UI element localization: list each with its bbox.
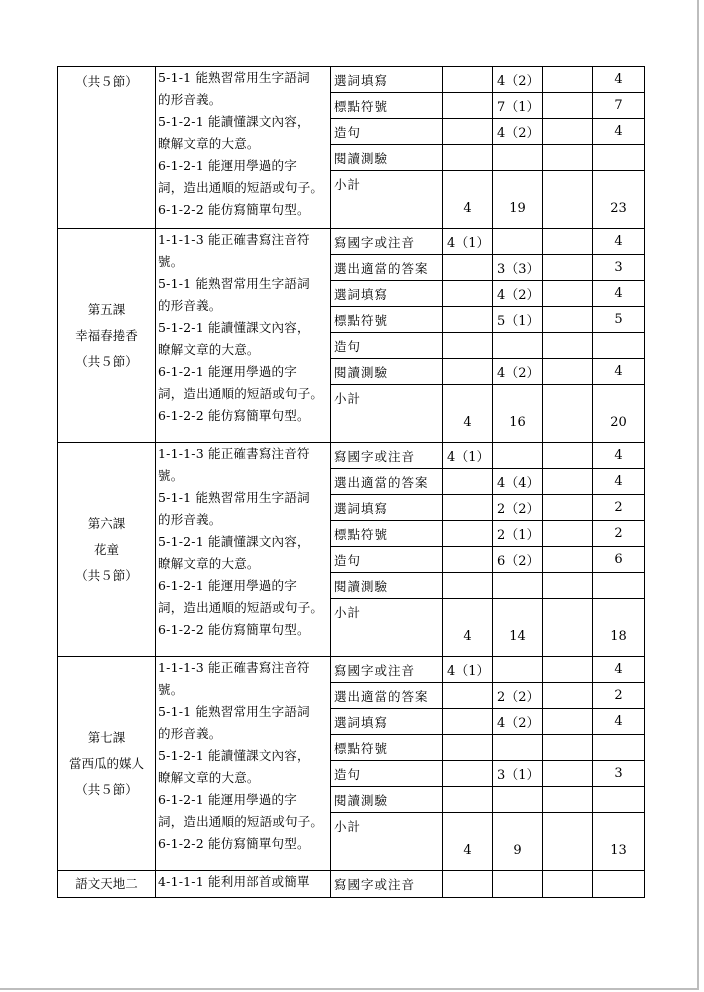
question-type: 選出適當的答案 [331,469,443,495]
lesson-title-line: （共５節） [75,74,138,89]
count-col-1 [443,281,493,307]
subtotal-col-1: 4 [443,599,493,657]
count-col-3 [543,521,593,547]
objectives-cell: 1-1-1-3 能正確書寫注音符 號。 5-1-1 能熟習常用生字語詞 的形音義。 5-1-2-1 能讀懂課文內容， 瞭解文章的大意。 6-1-2-1 能運用學過的字 詞，造出通順的短語或句子。 6-1-2-2 能仿寫簡單句型。 [156,657,331,871]
question-type: 閱讀測驗 [331,787,443,813]
page-frame-bottom [0,988,699,990]
count-col-3 [543,547,593,573]
question-type: 標點符號 [331,521,443,547]
subtotal-col-3 [543,171,593,229]
subtotal-total: 20 [593,385,645,443]
count-col-1 [443,307,493,333]
count-col-1 [443,709,493,735]
count-col-2 [493,145,543,171]
count-col-1 [443,787,493,813]
count-col-1 [443,761,493,787]
count-col-3 [543,93,593,119]
score-total: 2 [593,495,645,521]
count-col-1 [443,119,493,145]
count-col-2 [493,333,543,359]
count-col-2: 6（2） [493,547,543,573]
subtotal-label: 小計 [331,385,443,443]
count-col-3 [543,761,593,787]
question-type: 選詞填寫 [331,281,443,307]
count-col-3 [543,443,593,469]
question-type: 閱讀測驗 [331,359,443,385]
lesson-cell: 語文天地二 [58,871,156,898]
count-col-2 [493,443,543,469]
count-col-1 [443,547,493,573]
subtotal-total: 18 [593,599,645,657]
score-total [593,573,645,599]
subtotal-col-3 [543,599,593,657]
score-total [593,787,645,813]
count-col-2: 3（3） [493,255,543,281]
subtotal-col-1: 4 [443,385,493,443]
score-total: 4 [593,67,645,93]
subtotal-label: 小計 [331,813,443,871]
count-col-3 [543,573,593,599]
question-type: 選詞填寫 [331,67,443,93]
subtotal-total: 13 [593,813,645,871]
count-col-3 [543,359,593,385]
count-col-1: 4（1） [443,443,493,469]
score-total: 3 [593,255,645,281]
score-total [593,333,645,359]
objectives-cell: 5-1-1 能熟習常用生字語詞 的形音義。 5-1-2-1 能讀懂課文內容， 瞭解文章的大意。 6-1-2-1 能運用學過的字 詞，造出通順的短語或句子。 6-1-2-2 能仿寫簡單句型。 [156,67,331,229]
subtotal-col-1: 4 [443,813,493,871]
question-type: 標點符號 [331,735,443,761]
count-col-3 [543,255,593,281]
subtotal-col-3 [543,813,593,871]
count-col-3 [543,735,593,761]
score-total: 4 [593,229,645,255]
count-col-2 [493,735,543,761]
lesson-title-line: 當西瓜的媒人 [68,755,144,771]
score-total: 4 [593,359,645,385]
table-row [58,67,645,93]
count-col-3 [543,469,593,495]
lesson-cell [58,229,156,443]
score-total: 4 [593,119,645,145]
score-total [593,735,645,761]
table-row [58,443,645,469]
count-col-2: 5（1） [493,307,543,333]
question-type: 標點符號 [331,93,443,119]
count-col-1 [443,683,493,709]
count-col-3 [543,871,593,898]
count-col-1 [443,871,493,898]
question-type: 造句 [331,333,443,359]
count-col-1 [443,521,493,547]
score-total: 4 [593,709,645,735]
count-col-2: 2（2） [493,683,543,709]
count-col-2 [493,229,543,255]
count-col-1 [443,67,493,93]
score-total: 5 [593,307,645,333]
count-col-2: 2（1） [493,521,543,547]
question-type: 選詞填寫 [331,709,443,735]
question-type: 閱讀測驗 [331,145,443,171]
count-col-1 [443,735,493,761]
count-col-3 [543,333,593,359]
score-total: 2 [593,683,645,709]
subtotal-label: 小計 [331,599,443,657]
question-type: 標點符號 [331,307,443,333]
question-type: 寫國字或注音 [331,443,443,469]
score-total: 3 [593,761,645,787]
objectives-cell: 1-1-1-3 能正確書寫注音符 號。 5-1-1 能熟習常用生字語詞 的形音義。 5-1-2-1 能讀懂課文內容， 瞭解文章的大意。 6-1-2-1 能運用學過的字 詞，造出通順的短語或句子。 6-1-2-2 能仿寫簡單句型。 [156,443,331,657]
count-col-3 [543,145,593,171]
count-col-2 [493,787,543,813]
count-col-2: 3（1） [493,761,543,787]
count-col-3 [543,229,593,255]
count-col-1 [443,145,493,171]
count-col-1: 4（1） [443,657,493,683]
subtotal-col-2: 14 [493,599,543,657]
count-col-3 [543,307,593,333]
subtotal-col-2: 9 [493,813,543,871]
table-row [58,871,645,898]
question-type: 寫國字或注音 [331,229,443,255]
count-col-2: 4（4） [493,469,543,495]
count-col-2 [493,657,543,683]
score-total: 4 [593,443,645,469]
count-col-1 [443,469,493,495]
count-col-2: 4（2） [493,119,543,145]
objectives-cell: 4-1-1-1 能利用部首或簡單 [156,871,331,898]
assessment-table [57,66,645,898]
count-col-3 [543,683,593,709]
lesson-title-line: 第七課 [87,729,126,745]
score-total: 4 [593,469,645,495]
count-col-3 [543,787,593,813]
lesson-title-line: 第六課 [87,515,126,531]
count-col-1 [443,255,493,281]
score-total: 2 [593,521,645,547]
lesson-title-line: （共５節） [75,781,138,797]
question-type: 造句 [331,547,443,573]
score-total [593,871,645,898]
question-type: 造句 [331,119,443,145]
count-col-3 [543,281,593,307]
lesson-title-line: 第五課 [87,301,126,317]
question-type: 閱讀測驗 [331,573,443,599]
subtotal-col-2: 19 [493,171,543,229]
count-col-2: 4（2） [493,359,543,385]
count-col-1 [443,359,493,385]
count-col-2: 4（2） [493,281,543,307]
count-col-3 [543,67,593,93]
score-total [593,145,645,171]
count-col-2 [493,871,543,898]
count-col-1 [443,573,493,599]
table-row [58,657,645,683]
count-col-2: 4（2） [493,67,543,93]
count-col-2: 4（2） [493,709,543,735]
score-total: 4 [593,657,645,683]
count-col-1 [443,495,493,521]
subtotal-label: 小計 [331,171,443,229]
question-type: 寫國字或注音 [331,871,443,898]
count-col-3 [543,495,593,521]
score-total: 4 [593,281,645,307]
lesson-title-line: （共５節） [75,567,138,583]
lesson-title-line: 幸福春捲香 [75,327,138,343]
question-type: 選出適當的答案 [331,683,443,709]
count-col-1 [443,93,493,119]
count-col-1: 4（1） [443,229,493,255]
question-type: 選出適當的答案 [331,255,443,281]
count-col-2: 7（1） [493,93,543,119]
score-total: 7 [593,93,645,119]
question-type: 寫國字或注音 [331,657,443,683]
count-col-3 [543,709,593,735]
table-row [58,229,645,255]
subtotal-total: 23 [593,171,645,229]
count-col-1 [443,333,493,359]
score-total: 6 [593,547,645,573]
lesson-cell [58,443,156,657]
lesson-title-line: 花童 [93,541,119,557]
page-frame-right [697,0,699,990]
lesson-cell [58,67,156,229]
lesson-title-line: （共５節） [75,353,138,369]
subtotal-col-2: 16 [493,385,543,443]
subtotal-col-1: 4 [443,171,493,229]
lesson-cell [58,657,156,871]
count-col-3 [543,119,593,145]
subtotal-col-3 [543,385,593,443]
count-col-3 [543,657,593,683]
count-col-2: 2（2） [493,495,543,521]
objectives-cell: 1-1-1-3 能正確書寫注音符 號。 5-1-1 能熟習常用生字語詞 的形音義。 5-1-2-1 能讀懂課文內容， 瞭解文章的大意。 6-1-2-1 能運用學過的字 詞，造出通順的短語或句子。 6-1-2-2 能仿寫簡單句型。 [156,229,331,443]
count-col-2 [493,573,543,599]
question-type: 選詞填寫 [331,495,443,521]
question-type: 造句 [331,761,443,787]
